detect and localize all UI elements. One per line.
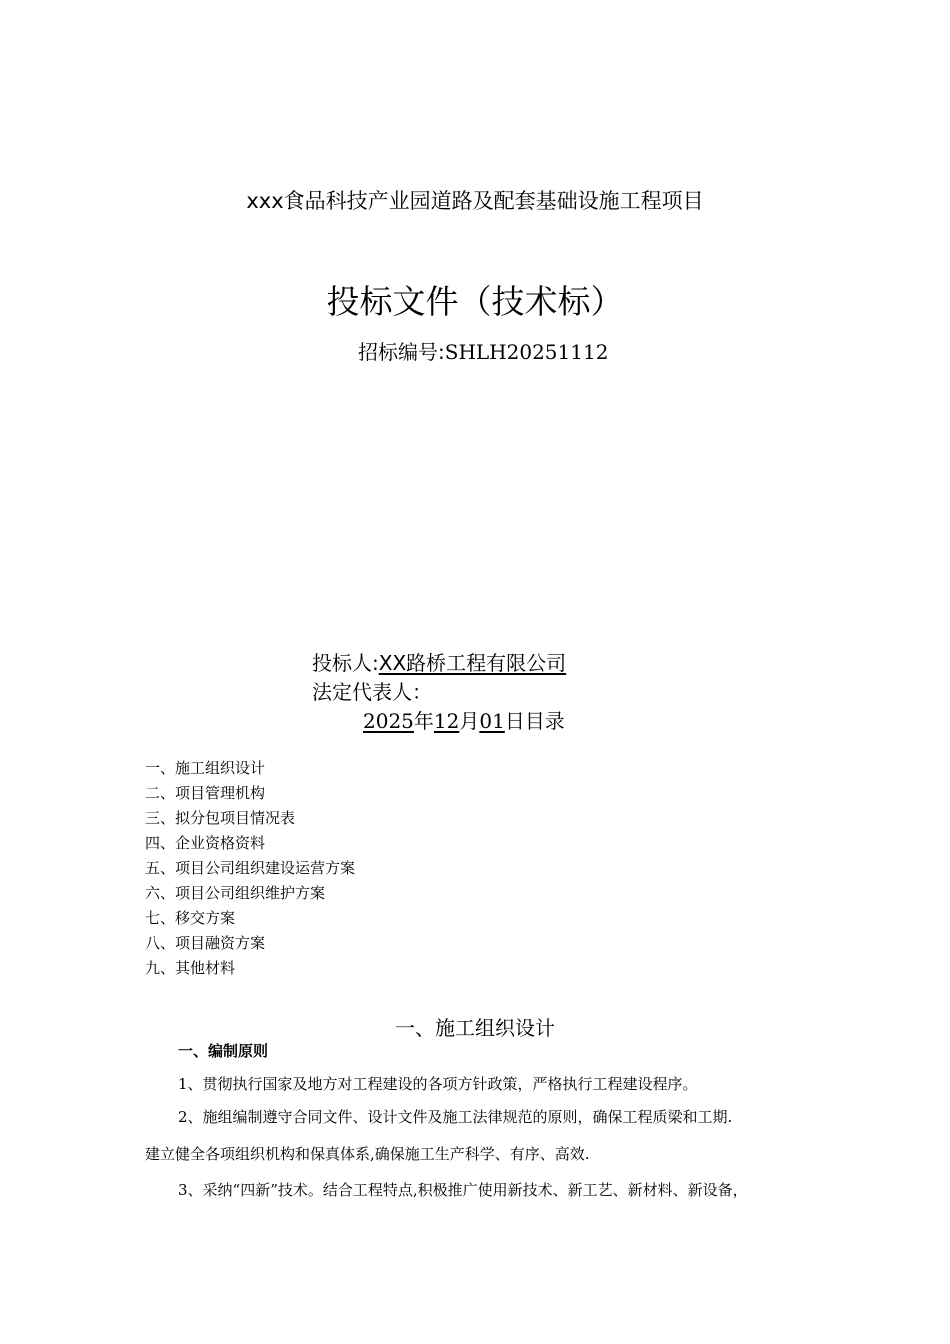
paragraph: 2、施组编制遵守合同文件、设计文件及施工法律规范的原则，确保工程质梁和工期. <box>178 1108 733 1126</box>
legal-representative-line <box>312 676 432 705</box>
toc-item: 二、项目管理机构 <box>145 784 266 802</box>
paragraph: 1、贯彻执行国家及地方对工程建设的各项方针政策，严格执行工程建设程序。 <box>178 1075 698 1093</box>
document-title: 投标文件（技术标） <box>326 282 624 321</box>
date-year-unit: 年 <box>413 709 434 733</box>
toc-item: 九、其他材料 <box>145 959 236 977</box>
toc-item: 六、项目公司组织维护方案 <box>145 884 326 902</box>
date-day: 01 <box>479 709 505 733</box>
bid-number <box>358 336 608 365</box>
toc-item: 一、施工组织设计 <box>145 759 266 777</box>
legal-representative-label: 法定代表人： <box>312 680 432 704</box>
toc-item: 八、项目融资方案 <box>145 934 266 952</box>
paragraph: 建立健全各项组织机构和保真体系,确保施工生产科学、有序、高效. <box>145 1145 590 1163</box>
date-day-unit: 日 <box>504 709 525 733</box>
toc-item: 七、移交方案 <box>145 909 236 927</box>
toc-title: 目录 <box>524 709 565 733</box>
bid-number-label: 招标编号: <box>358 340 445 364</box>
section-heading: 一、施工组织设计 <box>395 1016 555 1040</box>
date-month: 12 <box>433 709 460 733</box>
toc-item: 三、拟分包项目情况表 <box>145 809 296 827</box>
table-of-contents <box>145 756 355 981</box>
paragraph: 3、采纳“四新”技术。结合工程特点,积极推广使用新技术、新工艺、新材料、新设备， <box>178 1181 748 1199</box>
bid-number-value: SHLH20251112 <box>444 340 609 364</box>
date-year: 2025 <box>363 709 414 733</box>
sub-heading: 一、编制原则 <box>178 1042 269 1060</box>
date-month-unit: 月 <box>459 709 480 733</box>
toc-item: 四、企业资格资料 <box>145 834 266 852</box>
project-title: xxx食品科技产业园道路及配套基础设施工程项目 <box>246 189 704 213</box>
bidder-name: XX路桥工程有限公司 <box>378 651 567 675</box>
date-line <box>363 705 565 734</box>
toc-item: 五、项目公司组织建设运营方案 <box>145 859 356 877</box>
bidder-line <box>312 647 566 676</box>
bidder-label: 投标人: <box>312 651 379 675</box>
